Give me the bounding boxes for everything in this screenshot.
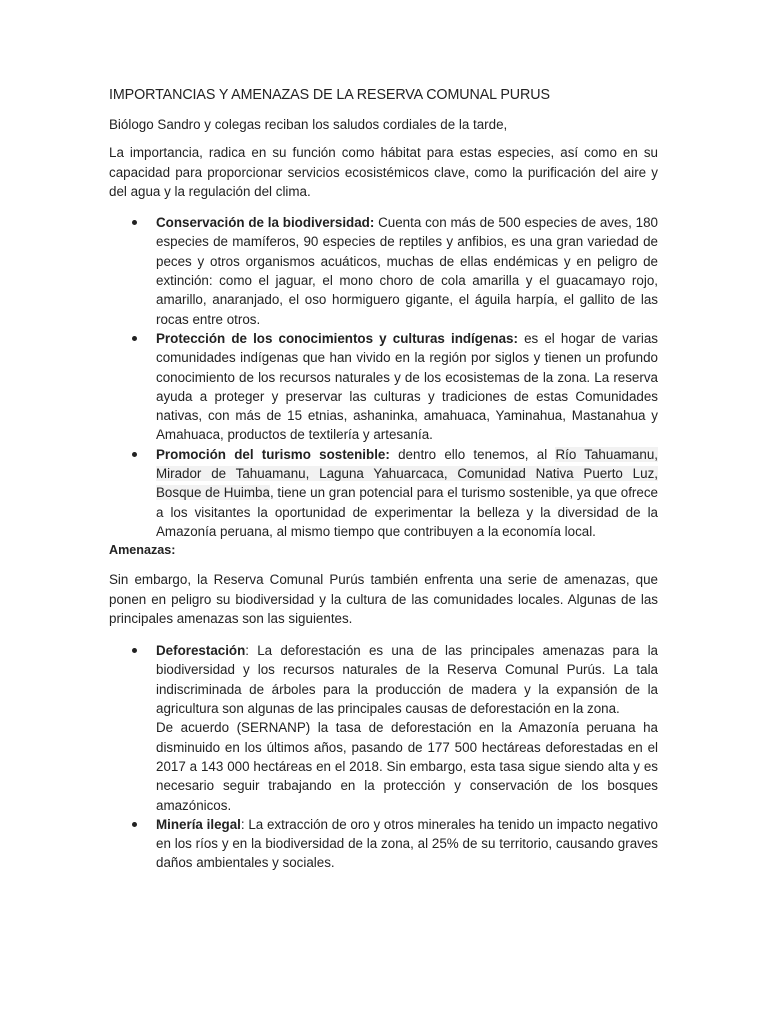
list-item-mineria <box>109 815 658 873</box>
item-heading: Promoción del turismo sostenible: <box>156 446 390 462</box>
amenazas-intro-paragraph: Sin embargo, la Reserva Comunal Purús también enfrenta una serie de amenazas, que ponen en peligro su biodiversidad y la cultura de las comunidades locales. Algunas de las principales amenazas son las siguientes. <box>109 572 658 626</box>
intro-paragraph: La importancia, radica en su función como hábitat para estas especies, así como en su capacidad para proporcionar servicios ecosistémicos clave, como la purificación del aire y del agua y la regulación del clima. <box>109 145 658 199</box>
document-body <box>109 86 658 873</box>
item-heading: Deforestación <box>156 643 246 659</box>
importancias-list <box>109 213 658 541</box>
bullet-dot-icon <box>132 822 137 827</box>
greeting-paragraph: Biólogo Sandro y colegas reciban los saludos cordiales de la tarde, <box>109 117 508 132</box>
list-item-conocimientos <box>109 329 658 445</box>
amenazas-heading: Amenazas: <box>109 543 176 558</box>
list-item-deforestacion <box>109 641 658 815</box>
bullet-dot-icon <box>132 452 137 457</box>
item-text: es el hogar de varias comunidades indígenas que han vivido en la región por siglos y tienen un profundo conocimiento de los recursos naturales y de los ecosistemas de la zona. La reserva ayuda a proteger y preservar las culturas y tradiciones de estas Comunidades nativas, con más de 15 etnias, ashaninka, amahuaca, Yaminahua, Mastanahua y Amahuaca, productos de textilería y artesanía. <box>156 330 658 443</box>
item-text-after: , tiene un gran potencial para el turismo sostenible, ya que ofrece a los visitantes la oportunidad de experimentar la belleza y la diversidad de la Amazonía peruana, al mismo tiempo que contribuyen a la economía local. <box>156 485 658 539</box>
highlighted-places: Río Tahuamanu, Mirador de Tahuamanu, Laguna Yahuarcaca, Comunidad Nativa Puerto Luz, Bosque de Huimba <box>156 446 658 501</box>
amenazas-list <box>109 641 658 873</box>
bullet-dot-icon <box>132 220 137 225</box>
document-title: IMPORTANCIAS Y AMENAZAS DE LA RESERVA COMUNAL PURUS <box>109 87 550 103</box>
bullet-dot-icon <box>132 648 137 653</box>
item-heading: Conservación de la biodiversidad: <box>156 215 375 231</box>
item-heading: Protección de los conocimientos y culturas indígenas: <box>156 330 518 346</box>
list-item-turismo <box>109 445 658 541</box>
bullet-dot-icon <box>132 336 137 341</box>
item-text: : La extracción de oro y otros minerales ha tenido un impacto negativo en los ríos y en la biodiversidad de la zona, al 25% de su territorio, causando graves daños ambientales y sociales. <box>156 816 658 871</box>
item-extra-text: De acuerdo (SERNANP) la tasa de deforestación en la Amazonía peruana ha disminuido en los últimos años, pasando de 177 500 hectáreas deforestadas en el 2017 a 143 000 hectáreas en el 2018. Sin embargo, esta tasa sigue siendo alta y es necesario seguir trabajando en la protección y conservación de los bosques amazónicos. <box>156 720 658 813</box>
item-text: Cuenta con más de 500 especies de aves, 180 especies de mamíferos, 90 especies de reptiles y anfibios, es una gran variedad de peces y otros organismos acuáticos, muchas de ellas endémicas y en peligro de extinción: como el jaguar, el mono choro de cola amarilla y el guacamayo rojo, amarillo, anaranjado, el oso hormiguero gigante, el águila harpía, el gallito de las rocas entre otros. <box>156 215 658 327</box>
item-heading: Minería ilegal <box>156 816 241 832</box>
list-item-biodiversidad <box>109 213 658 329</box>
item-text: : La deforestación es una de las principales amenazas para la biodiversidad y los recursos naturales de la Reserva Comunal Purús. La tala indiscriminada de árboles para la producción de madera y la expansión de la agricultura son algunas de las principales causas de deforestación en la zona. <box>156 643 658 717</box>
item-text-before: dentro ello tenemos, al <box>389 446 556 462</box>
